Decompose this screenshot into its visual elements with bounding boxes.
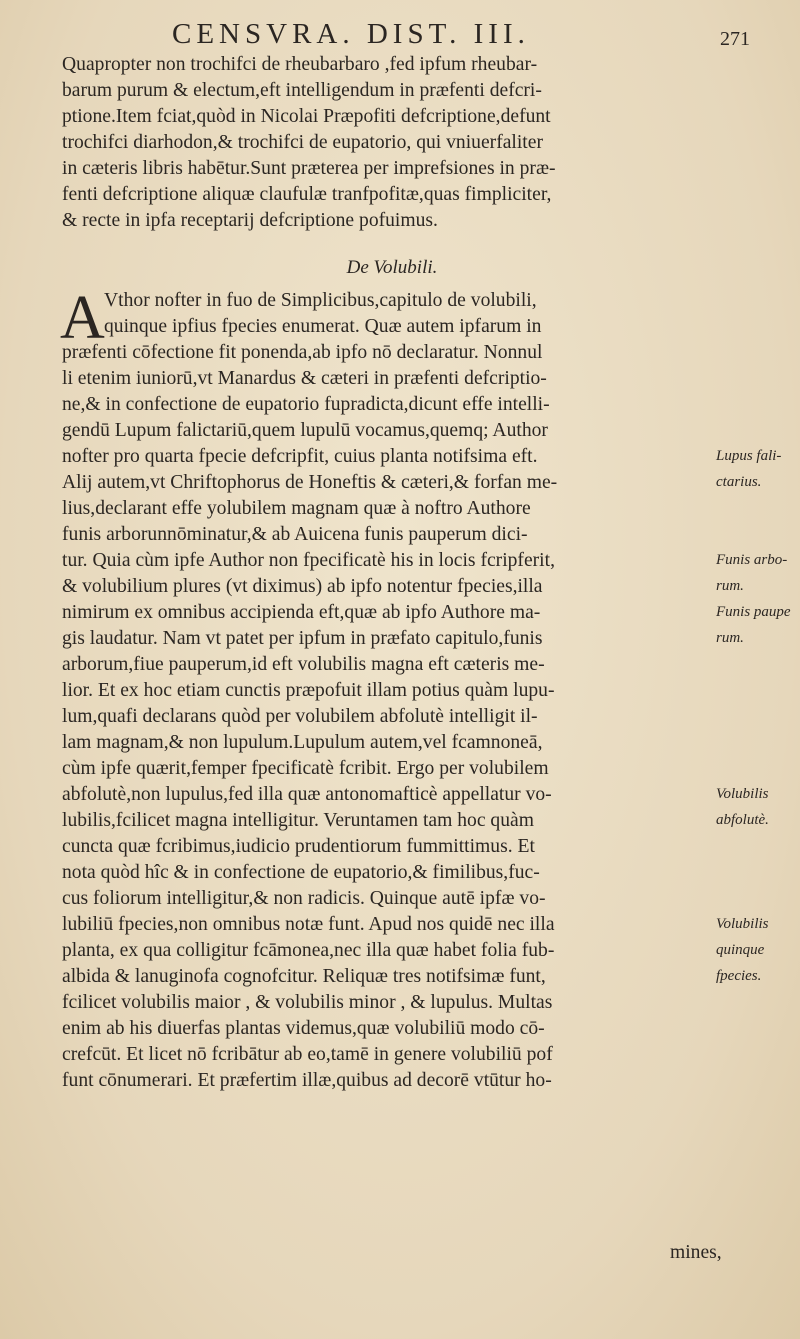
margin-note: rum. (716, 630, 744, 646)
margin-note: Funis arbo- (716, 552, 788, 568)
text-line: fenti defcriptione aliquæ claufulæ tranfpofitæ,quas fimpliciter, (62, 184, 552, 205)
text-line: ptione.Item fciat,quòd in Nicolai Præpofiti defcriptione,defunt (62, 106, 551, 127)
text-line: enim ab his diuerfas plantas videmus,quæ volubiliū modo cō- (62, 1018, 545, 1039)
text-line: gendū Lupum falictariū,quem lupulū vocamus,quemq; Author (62, 420, 548, 441)
text-line: ne,& in confectione de eupatorio fupradicta,dicunt effe intelli- (62, 394, 550, 415)
text-line: abfolutè,non lupulus,fed illa quæ antonomafticè appellatur vo- (62, 784, 552, 805)
text-line: barum purum & electum,eft intelligendum in præfenti defcri- (62, 80, 542, 101)
page-number: 271 (720, 28, 750, 50)
text-line: Quapropter non trochifci de rheubarbaro ,fed ipfum rheubar- (62, 54, 538, 75)
text-body (62, 52, 722, 1094)
text-line: Vthor nofter in fuo de Simplicibus,capitulo de volubili, (104, 290, 537, 311)
text-line: li etenim iuniorū,vt Manardus & cæteri in præfenti defcriptio- (62, 368, 547, 389)
text-line: Alij autem,vt Chriftophorus de Honeftis & cæteri,& forfan me- (62, 472, 558, 493)
text-line: nofter pro quarta fpecie defcripfit, cuius planta notifsima eft. (62, 446, 538, 467)
margin-note: Lupus fali- (716, 448, 782, 464)
margin-note: abfolutè. (716, 812, 769, 828)
margin-note: Volubilis (716, 916, 769, 932)
text-line: gis laudatur. Nam vt patet per ipfum in præfato capitulo,funis (62, 628, 543, 649)
text-line: arborum,fiue pauperum,id eft volubilis magna eft cæteris me- (62, 654, 545, 675)
text-line: albida & lanuginofa cognofcitur. Reliquæ tres notifsimæ funt, (62, 966, 546, 987)
text-line: lius,declarant effe yolubilem magnam quæ à noftro Authore (62, 498, 531, 519)
text-line: lior. Et ex hoc etiam cunctis præpofuit illam potius quàm lupu- (62, 680, 555, 701)
text-line: lubiliū fpecies,non omnibus notæ funt. Apud nos quidē nec illa (62, 914, 555, 935)
page-header (150, 14, 750, 54)
text-line: lam magnam,& non lupulum.Lupulum autem,vel fcamnoneā, (62, 732, 543, 753)
text-line: funis arborunnōminatur,& ab Auicena funis pauperum dici- (62, 524, 528, 545)
paragraph-2 (60, 284, 722, 1094)
text-line: lubilis,fcilicet magna intelligitur. Veruntamen tam hoc quàm (62, 810, 534, 831)
text-line: trochifci diarhodon,& trochifci de eupatorio, qui vniuerfaliter (62, 132, 543, 153)
text-line: præfenti cōfectione fit ponenda,ab ipfo nō declaratur. Nonnul (62, 342, 543, 363)
margin-note: quinque (716, 942, 765, 958)
text-line: crefcūt. Et licet nō fcribātur ab eo,tamē in genere volubiliū pof (62, 1044, 553, 1065)
text-line: & volubilium plures (vt diximus) ab ipfo notentur fpecies,illa (62, 576, 543, 597)
catchword: mines, (670, 1242, 722, 1263)
margin-note: fpecies. (716, 968, 762, 984)
text-line: cùm ipfe quærit,femper fpecificatè fcribit. Ergo per volubilem (62, 758, 549, 779)
text-line: & recte in ipfa receptarij defcriptione pofuimus. (62, 210, 438, 231)
text-line: nimirum ex omnibus accipienda eft,quæ ab ipfo Authore ma- (62, 602, 541, 623)
text-line: cuncta quæ fcribimus,iudicio prudentiorum fummittimus. Et (62, 836, 535, 857)
margin-note: Volubilis (716, 786, 769, 802)
text-line: cus foliorum intelligitur,& non radicis. Quinque autē ipfæ vo- (62, 888, 546, 909)
text-line: quinque ipfius fpecies enumerat. Quæ autem ipfarum in (104, 316, 542, 337)
text-line: funt cōnumerari. Et præfertim illæ,quibus ad decorē vtūtur ho- (62, 1070, 552, 1091)
section-heading: De Volubili. (346, 257, 438, 278)
margin-note: ctarius. (716, 474, 762, 490)
text-line: lum,quafi declarans quòd per volubilem abfolutè intelligit il- (62, 706, 538, 727)
text-line: planta, ex qua colligitur fcāmonea,nec illa quæ habet folia fub- (62, 940, 555, 961)
margin-note: rum. (716, 578, 744, 594)
text-line: tur. Quia cùm ipfe Author non fpecificatè his in locis fcripferit, (62, 550, 555, 571)
text-line: nota quòd hîc & in confectione de eupatorio,& fimilibus,fuc- (62, 862, 540, 883)
running-title: CENSVRA. DIST. III. (172, 18, 530, 50)
text-line: fcilicet volubilis maior , & volubilis minor , & lupulus. Multas (62, 992, 553, 1013)
margin-note: Funis paupe (716, 604, 791, 620)
paragraph-1 (62, 52, 722, 234)
text-line: in cæteris libris habētur.Sunt præterea per imprefsiones in præ- (62, 158, 556, 179)
drop-capital: A (60, 284, 105, 352)
